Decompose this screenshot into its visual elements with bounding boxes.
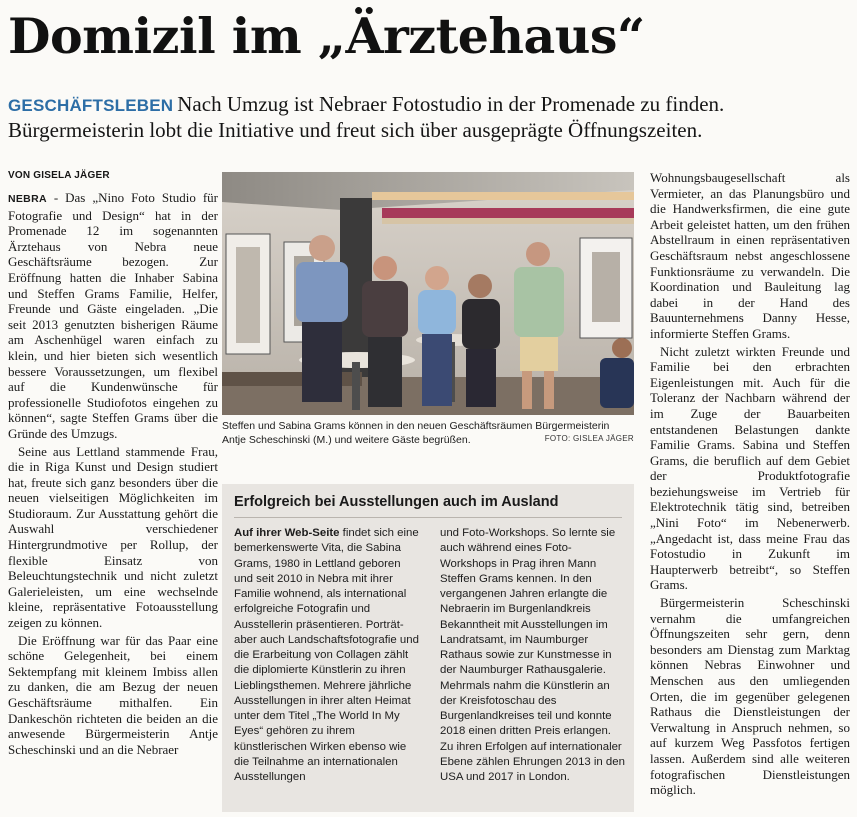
paragraph: Die Eröffnung war für das Paar eine schöne Gelegenheit, bei einem Sektempfang mit kleinem Imbiss allen zu danken, die am Bezug der neuen Geschäftsräume mithalfen. Ein Dankeschön richteten die beiden an die anwesende Bürgermeisterin Antje Scheschinski und an die Nebraer <box>8 632 218 757</box>
byline: VON GISELA JÄGER <box>8 170 110 181</box>
infobox-text: findet sich eine bemerkenswerte Vita, die Sabina Grams, 1980 in Lettland geboren und seit 2010 in Nebra mit ihrer Familie wohnend, als international erfolgreiche Fotografin und Ausstellerin präsentieren. Porträt- aber auch Landschaftsfotografie und die Erarbeitung von Collagen zählt die diplomierte Künstlerin zu ihren Lieblingsthemen. Mehrere jährliche Ausstellungen in ihrer alten Heimat unter dem Titel „The World In My Eyes“ gehören zu ihrem künstlerischen Wirken ebenso wie die Teilnahme an internationalen Ausstellungen <box>234 527 419 783</box>
subheadline <box>8 92 853 143</box>
paragraph: Wohnungsbaugesellschaft als Vermieter, an das Planungsbüro und die Handwerksfirmen, die eine gute Arbeit geleistet hatten, um den frühen Abstellraum in einen repräsentativen Geschäftsraum nebst angeschlossene Funktionsräume zu verwandeln. Die Koordination und Bauleitung lag dabei in der Hand des Bauunternehmens Danny Hesse, informierte Steffen Grams. <box>650 170 850 341</box>
infobox-title: Erfolgreich bei Ausstellungen auch im Ausland <box>234 494 559 510</box>
infobox <box>222 484 634 812</box>
infobox-column-2: und Foto-Workshops. So lernte sie auch während eines Foto-Workshops in Prag ihren Mann Steffen Grams kennen. In den vergangenen Jahren erlangte die Nebraerin im Burgenlandkreis Bekanntheit mit Ausstellungen im Landratsamt, im Naumburger Rathaus sowie zur Kunstmesse in der Naumburger Rathausgalerie. Mehrmals nahm die Künstlerin an der Kreisfotoschau des Burgenlandkreises teil und konnte 2018 einen dritten Preis erlangen. Zu ihren Erfolgen auf internationaler Ebene zählen Ehrungen 2013 in den USA und 2017 in London. <box>440 527 625 783</box>
caption-text: Steffen und Sabina Grams können in den neuen Geschäftsräumen Bürgermeisterin Antje Scheschinski (M.) und weitere Gäste begrüßen. <box>222 420 610 446</box>
article-column-3 <box>650 170 850 798</box>
article-photo <box>222 172 634 415</box>
kicker-label: GESCHÄFTSLEBEN <box>8 96 174 115</box>
photo-credit: FOTO: GISLEA JÄGER <box>544 434 634 443</box>
infobox-column-1 <box>234 526 419 785</box>
dateline: NEBRA <box>8 193 47 205</box>
infobox-lead: Auf ihrer Web-Seite <box>234 527 340 539</box>
paragraph: Bürgermeisterin Scheschinski vernahm die umfangreichen Öffnungszeiten sehr gern, denn besonders am Dienstag zum Marktag können Nebras Einwohner und Menschen aus den umliegenden Orten, die im gegenüber gelegenen Rathaus die Dienstleistungen der Verwaltung in Anspruch nehmen, so auf kurzem Weg Passfotos fertigen lassen. Außerdem sind alle weiteren fotografischen Dienstleistungen möglich. <box>650 595 850 798</box>
photo-caption <box>222 419 634 447</box>
paragraph <box>8 190 218 442</box>
infobox-divider <box>234 517 622 518</box>
paragraph-text: - Das „Nino Foto Studio für Fotografie und Design“ hat in der Promenade 12 im sogenannten Ärztehaus von Nebra neue Geschäftsräume bezogen. Zur Eröffnung hatten die Inhaber Sabina und Steffen Grams Familie, Helfer, Freunde und Gäste eingeladen. „Die seit 2013 genutzten bisherigen Räume am Aschenhügel waren einfach zu klein, und hier bieten sich wesentlich bessere Voraussetzungen, um flexibel auf die Kundenwünsche für professionelle Studiofotos eingehen zu können“, sagte Steffen Grams über die Gründe des Umzugs. <box>8 190 218 441</box>
headline: Domizil im „Ärztehaus“ <box>8 7 645 65</box>
paragraph: Seine aus Lettland stammende Frau, die in Riga Kunst und Design studiert hat, freute sich ganz besonders über die neuen vielseitigen Möglichkeiten im Studioraum. Zur Ausstattung gehört die Auswahl verschiedener Hintergrundmotive per Rollup, der flexible Einsatz von Beleuchtungstechnik und nicht zuletzt Galerieleisten, um eine wechselnde kleine, repräsentative Fotoausstellung zeigen zu können. <box>8 443 218 631</box>
article-column-1 <box>8 190 218 757</box>
subheadline-text: Nach Umzug ist Nebraer Fotostudio in der Promenade zu finden. Bürgermeisterin lobt die Initiative und freut sich über ausgeprägte Öffnungszeiten. <box>8 92 725 142</box>
photo-illustration <box>222 172 634 415</box>
paragraph: Nicht zuletzt wirkten Freunde und Familie bei den erbrachten Eigenleistungen mit. Auch für die Toleranz der Nachbarn während der im Zuge der Bauarbeiten entstandenen Belastungen dankte Familie Grams. Sabina und Steffen Grams, die beruflich auf dem Gebiet der Produktfotografie beziehungsweise im Vertrieb für Elektrotechnik tätig sind, betreiben „Nini Foto“ im Nebenerwerb. „Angedacht ist, dass meine Frau das Fotostudio in Zukunft im Haupterwerb betreibt“, so Steffen Grams. <box>650 343 850 593</box>
